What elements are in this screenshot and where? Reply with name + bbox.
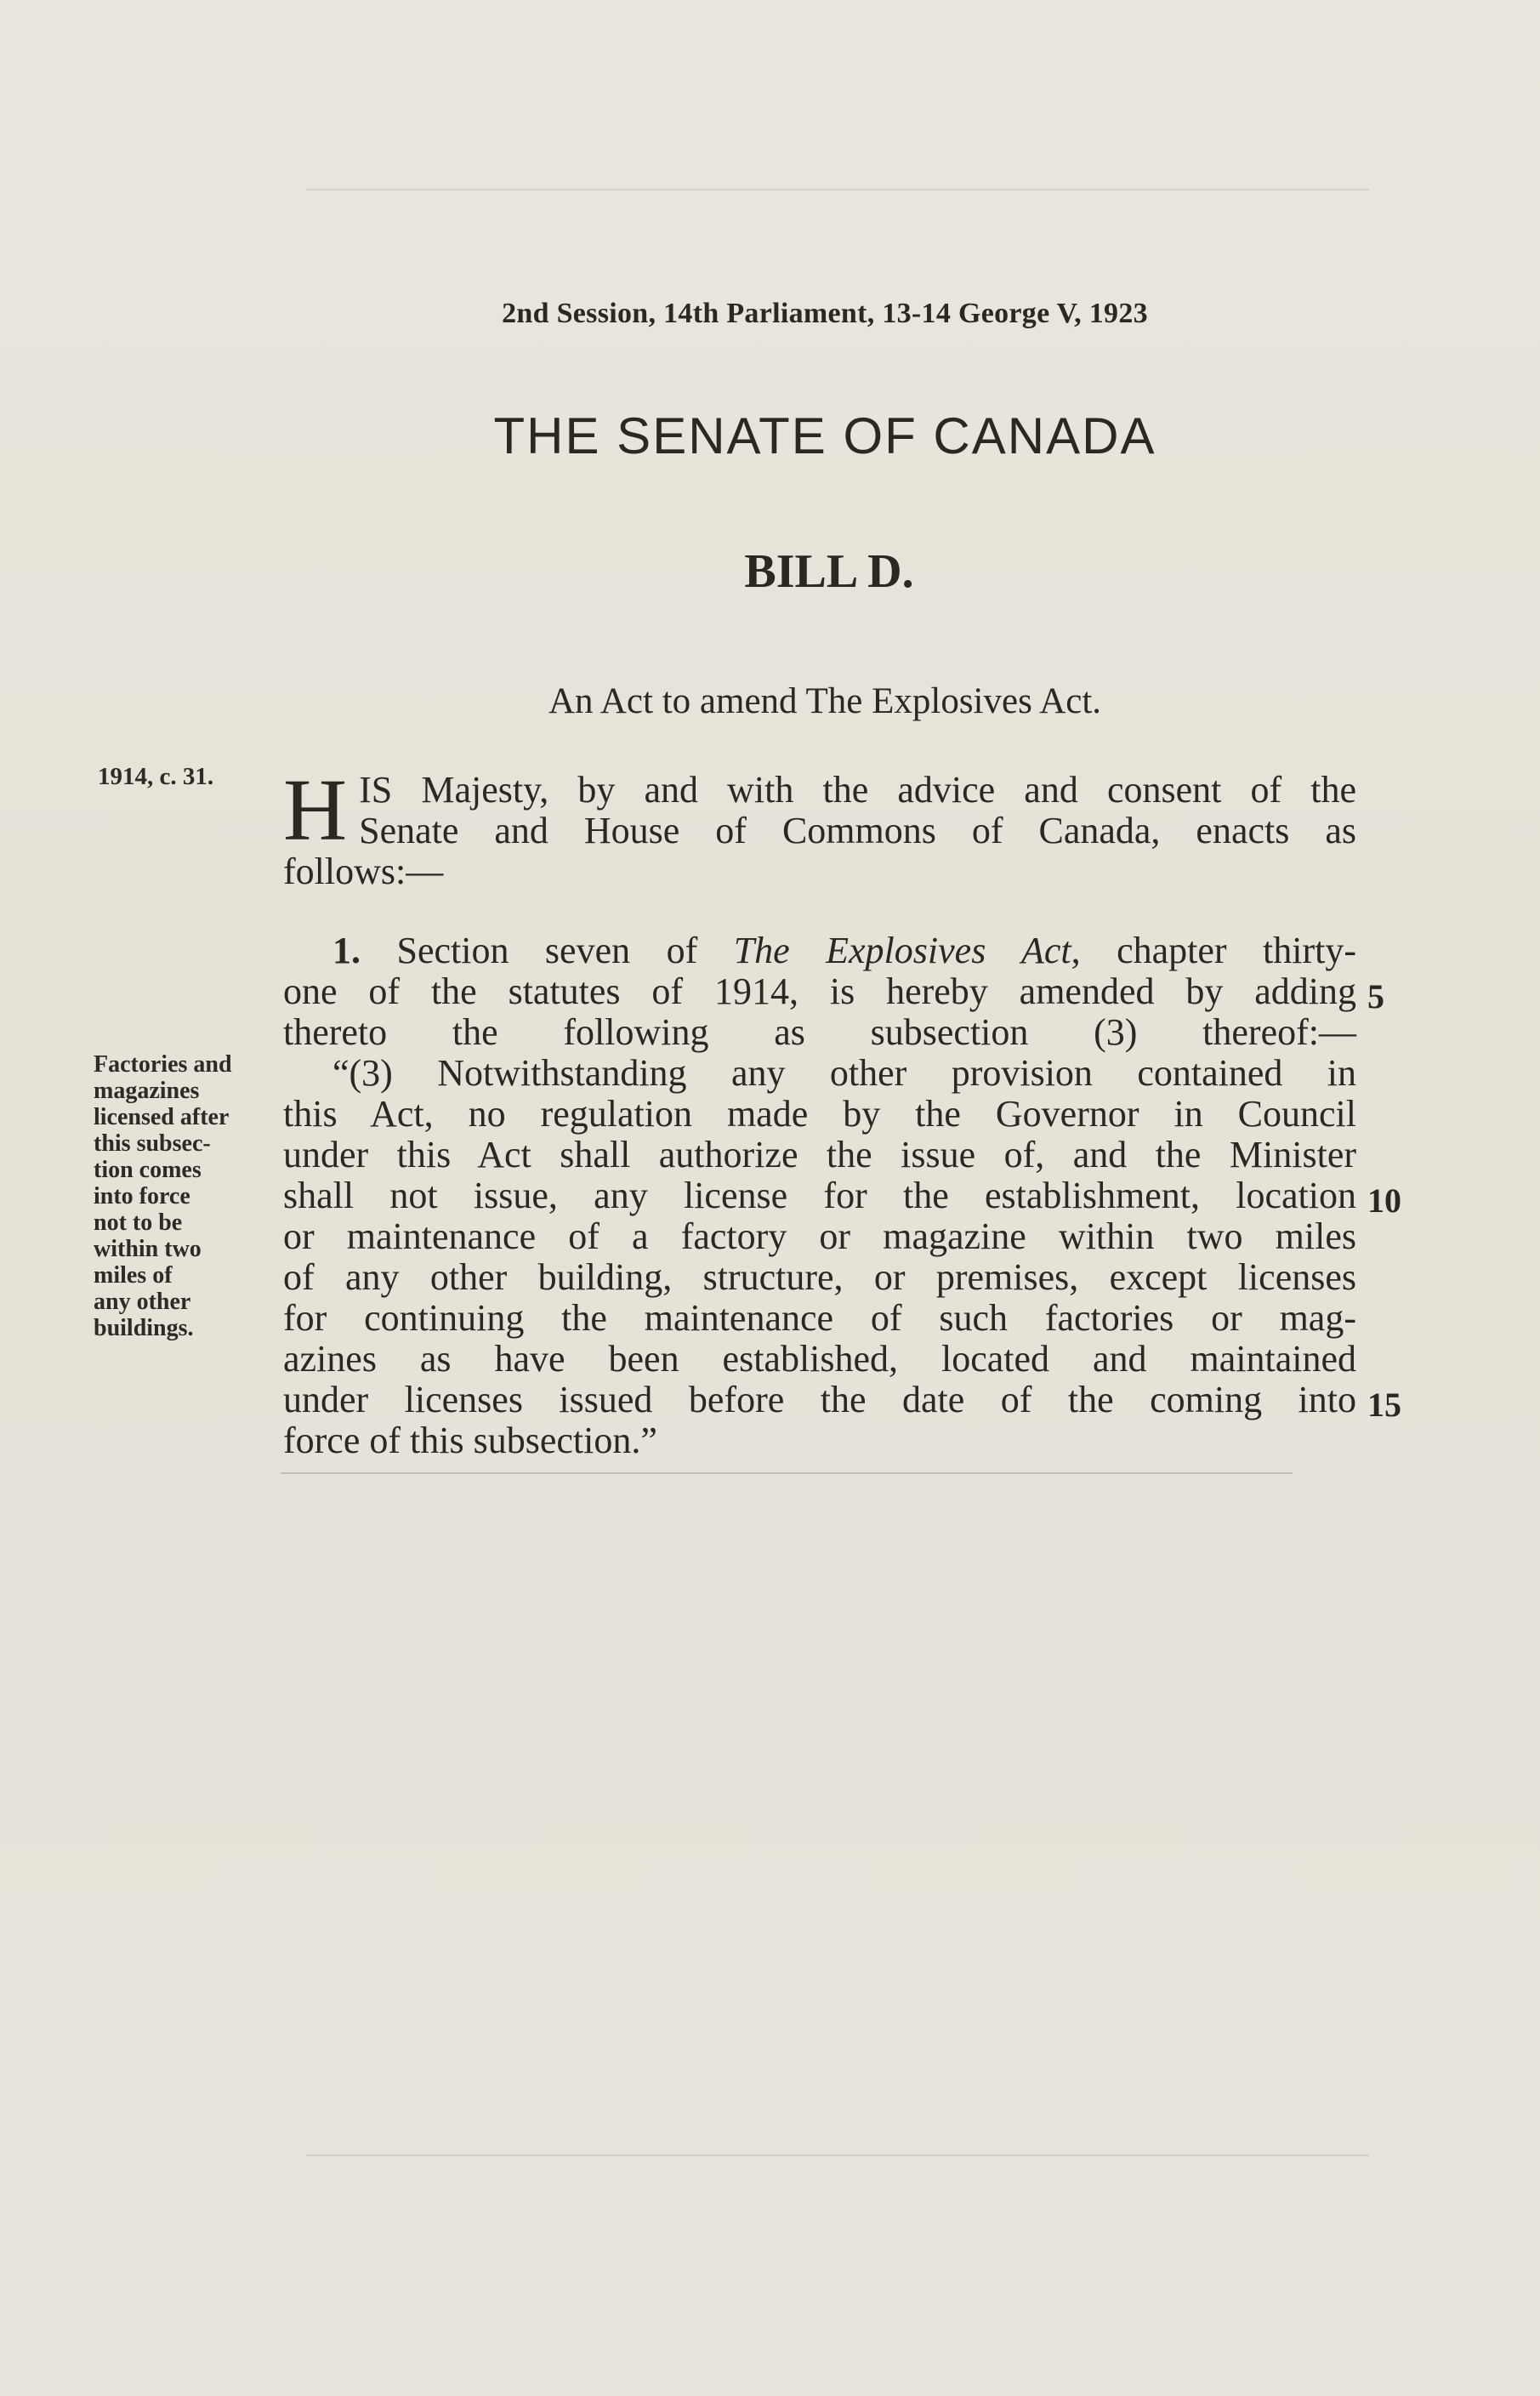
section-line xyxy=(283,931,1356,971)
preamble-line: Senate and House of Commons of Canada, enacts as xyxy=(359,810,1356,851)
closing-rule xyxy=(281,1472,1293,1474)
section-line-text: Section seven of The Explosives Act, chapter thirty- xyxy=(396,930,1357,971)
side-note-line: within two xyxy=(94,1236,202,1262)
act-name: The Explosives Act xyxy=(733,930,1071,971)
side-note-line: Factories and xyxy=(94,1051,232,1078)
drop-cap: H xyxy=(283,761,348,859)
margin-citation: 1914, c. 31. xyxy=(98,763,214,790)
side-note-line: buildings. xyxy=(94,1315,194,1341)
faint-rule xyxy=(306,2154,1369,2156)
side-note-line: into force xyxy=(94,1183,190,1209)
line-number: 15 xyxy=(1367,1386,1401,1424)
side-note-line: magazines xyxy=(94,1078,200,1104)
preamble-line: IS Majesty, by and with the advice and consent of the xyxy=(359,769,1356,811)
section-line: or maintenance of a factory or magazine within two miles xyxy=(283,1215,1356,1257)
section-number: 1. xyxy=(332,930,361,971)
section-line: “(3) Notwithstanding any other provision contained in xyxy=(332,1052,1356,1094)
section-line: under this Act shall authorize the issue of, and the Minister xyxy=(283,1134,1356,1175)
enacting-clause xyxy=(283,761,1356,892)
section-line: one of the statutes of 1914, is hereby amended by adding xyxy=(283,970,1356,1012)
section-line: thereto the following as subsection (3) thereof:— xyxy=(283,1011,1356,1053)
section-line: this Act, no regulation made by the Governor in Council xyxy=(283,1093,1356,1135)
bill-title: BILL D. xyxy=(744,545,914,598)
section-line: of any other building, structure, or premises, except licenses xyxy=(283,1256,1356,1298)
side-note-line: miles of xyxy=(94,1262,173,1289)
section-line: for continuing the maintenance of such factories or mag- xyxy=(283,1297,1356,1339)
margin-side-note xyxy=(94,1051,281,1341)
side-note-line: this subsec- xyxy=(94,1130,211,1157)
faint-rule xyxy=(306,189,1369,191)
section-line: under licenses issued before the date of the coming into xyxy=(283,1379,1356,1420)
section-line: force of this subsection.” xyxy=(283,1420,657,1461)
preamble-line: follows:— xyxy=(283,851,444,892)
session-heading: 2nd Session, 14th Parliament, 13-14 George V, 1923 xyxy=(502,298,1148,329)
section-line: azines as have been established, located and maintained xyxy=(283,1338,1356,1380)
act-title: An Act to amend The Explosives Act. xyxy=(548,681,1102,721)
side-note-line: any other xyxy=(94,1289,191,1315)
side-note-line: licensed after xyxy=(94,1104,230,1130)
side-note-line: not to be xyxy=(94,1209,183,1236)
side-note-line: tion comes xyxy=(94,1157,202,1183)
section-line: shall not issue, any license for the establishment, location xyxy=(283,1175,1356,1216)
line-number: 10 xyxy=(1367,1181,1401,1220)
line-number: 5 xyxy=(1367,977,1384,1016)
section-1 xyxy=(283,931,1356,1461)
chamber-heading: THE SENATE OF CANADA xyxy=(493,407,1156,464)
